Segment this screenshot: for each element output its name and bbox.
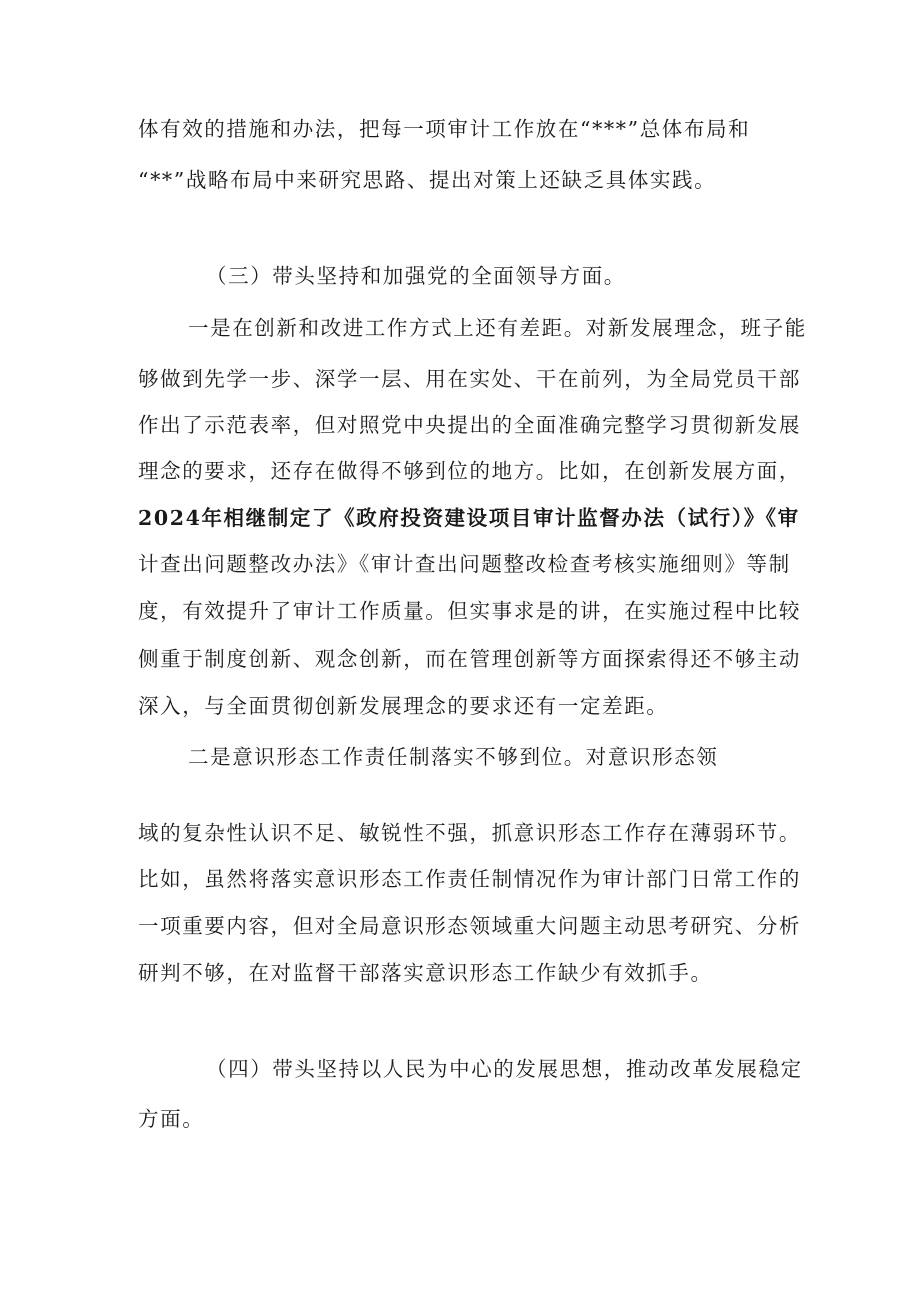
section-heading-4: （四）带头坚持以人民为中心的发展思想，推动改革发展稳定	[206, 1057, 803, 1081]
text-line-14: 域的复杂性认识不足、敏锐性不强，抓意识形态工作存在薄弱环节。	[138, 821, 801, 845]
text-line-13: 二是意识形态工作责任制落实不够到位。对意识形态领	[188, 745, 719, 769]
text-line-6: 作出了示范表率，但对照党中央提出的全面准确完整学习贯彻新发展	[138, 413, 801, 437]
text-line-19: 方面。	[138, 1107, 205, 1131]
text-line-8: 2024年相继制定了《政府投资建设项目审计监督办法（试行）》《审	[138, 506, 800, 530]
text-line-15: 比如，虽然将落实意识形态工作责任制情况作为审计部门日常工作的	[138, 867, 801, 891]
text-line-4: 一是在创新和改进工作方式上还有差距。对新发展理念，班子能	[188, 316, 807, 340]
text-line-16: 一项重要内容，但对全局意识形态领域重大问题主动思考研究、分析	[138, 914, 801, 938]
text-line-17: 研判不够，在对监督干部落实意识形态工作缺少有效抓手。	[138, 961, 713, 985]
text-line-1: 体有效的措施和办法，把每一项审计工作放在“***”总体布局和	[138, 117, 751, 141]
text-line-10: 度，有效提升了审计工作质量。但实事求是的讲，在实施过程中比较	[138, 599, 801, 623]
text-line-2: “**”战略布局中来研究思路、提出对策上还缺乏具体实践。	[138, 168, 717, 192]
section-heading-3: （三）带头坚持和加强党的全面领导方面。	[206, 264, 626, 288]
text-line-12: 深入，与全面贯彻创新发展理念的要求还有一定差距。	[138, 694, 669, 718]
text-line-11: 侧重于制度创新、观念创新，而在管理创新等方面探索得还不够主动	[138, 647, 801, 671]
text-line-9: 计查出问题整改办法》《审计查出问题整改检查考核实施细则》等制	[138, 552, 791, 576]
text-line-5: 够做到先学一步、深学一层、用在实处、干在前列，为全局党员干部	[138, 367, 801, 391]
text-line-7: 理念的要求，还存在做得不够到位的地方。比如，在创新发展方面，	[138, 459, 801, 483]
